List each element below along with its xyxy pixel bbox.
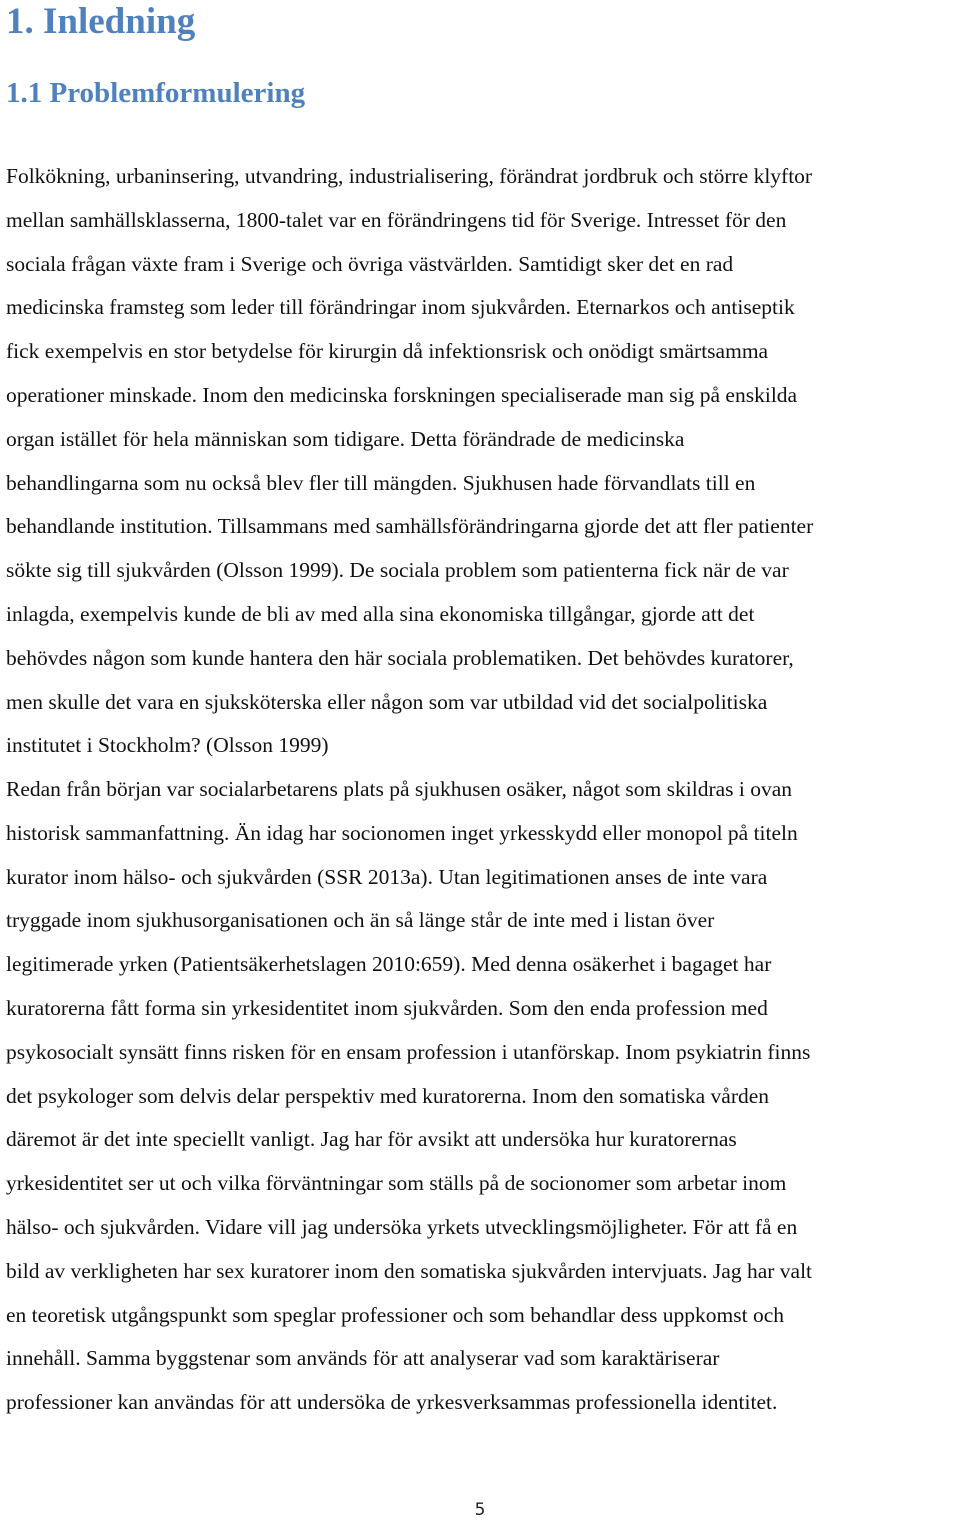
paragraph-line: operationer minskade. Inom den medicinska forskningen specialiserade man sig på enskilda <box>6 382 798 407</box>
paragraph-line: institutet i Stockholm? (Olsson 1999) <box>6 733 329 758</box>
paragraph-line: Folkökning, urbaninsering, utvandring, industrialisering, förändrat jordbruk och större klyftor <box>6 164 813 188</box>
paragraph-line: innehåll. Samma byggstenar som används för att analyserar vad som karaktäriserar <box>6 1346 720 1371</box>
paragraph-line: däremot är det inte speciellt vanligt. Jag har för avsikt att undersöka hur kuratorernas <box>6 1127 737 1152</box>
paragraph-line: hälso- och sjukvården. Vidare vill jag undersöka yrkets utvecklingsmöjligheter. För att få en <box>6 1214 798 1239</box>
section-heading: 1.1 Problemformulering <box>6 77 306 109</box>
paragraph-line: tryggade inom sjukhusorganisationen och än så länge står de inte med i listan över <box>6 908 715 933</box>
paragraph-aim <box>6 768 960 1425</box>
paragraph-line: behandlingarna som nu också blev fler till mängden. Sjukhusen hade förvandlats till en <box>6 470 756 495</box>
chapter-heading: 1. Inledning <box>6 1 196 42</box>
paragraph-line: behandlande institution. Tillsammans med samhällsförändringarna gjorde det att fler patienter <box>6 514 814 539</box>
paragraph-line: kuratorerna fått forma sin yrkesidentitet inom sjukvården. Som den enda profession med <box>6 995 768 1020</box>
paragraph-line: organ istället för hela människan som tidigare. Detta förändrade de medicinska <box>6 426 685 451</box>
paragraph-line: behövdes någon som kunde hantera den här sociala problematiken. Det behövdes kuratorer, <box>6 645 794 670</box>
paragraph-line: en teoretisk utgångspunkt som speglar professioner och som behandlar dess uppkomst och <box>6 1302 785 1327</box>
paragraph-line: yrkesidentitet ser ut och vilka förväntningar som ställs på de socionomer som arbetar inom <box>6 1171 787 1196</box>
paragraph-line: det psykologer som delvis delar perspektiv med kuratorerna. Inom den somatiska vården <box>6 1083 770 1108</box>
paragraph-problem-formulation <box>6 155 960 768</box>
paragraph-line: medicinska framsteg som leder till förändringar inom sjukvården. Eternarkos och antiseptik <box>6 295 795 320</box>
paragraph-line: inlagda, exempelvis kunde de bli av med alla sina ekonomiska tillgångar, gjorde att det <box>6 601 755 626</box>
page-number: 5 <box>474 1500 486 1520</box>
paragraph-line: sociala frågan växte fram i Sverige och övriga västvärlden. Samtidigt sker det en rad <box>6 251 734 276</box>
paragraph-line: kurator inom hälso- och sjukvården (SSR 2013a). Utan legitimationen anses de inte vara <box>6 864 768 889</box>
paragraph-line: sökte sig till sjukvården (Olsson 1999). De sociala problem som patienterna fick när de var <box>6 558 789 583</box>
paragraph-line: mellan samhällsklasserna, 1800-talet var en förändringens tid för Sverige. Intresset för den <box>6 207 787 232</box>
paragraph-line: historisk sammanfattning. Än idag har socionomen inget yrkesskydd eller monopol på titeln <box>6 820 798 845</box>
paragraph-line: professioner kan användas för att undersöka de yrkesverksammas professionella identitet. <box>6 1390 778 1415</box>
paragraph-line: Redan från början var socialarbetarens plats på sjukhusen osäker, något som skildras i ovan <box>6 777 793 801</box>
paragraph-line: legitimerade yrken (Patientsäkerhetslagen 2010:659). Med denna osäkerhet i bagaget har <box>6 952 772 977</box>
paragraph-line: bild av verkligheten har sex kuratorer inom den somatiska sjukvården intervjuats. Jag har valt <box>6 1258 813 1283</box>
paragraph-line: fick exempelvis en stor betydelse för kirurgin då infektionsrisk och onödigt smärtsamma <box>6 339 769 364</box>
paragraph-line: men skulle det vara en sjuksköterska eller någon som var utbildad vid det socialpolitiska <box>6 689 768 714</box>
paragraph-line: psykosocialt synsätt finns risken för en ensam profession i utanförskap. Inom psykiatrin finns <box>6 1039 811 1064</box>
